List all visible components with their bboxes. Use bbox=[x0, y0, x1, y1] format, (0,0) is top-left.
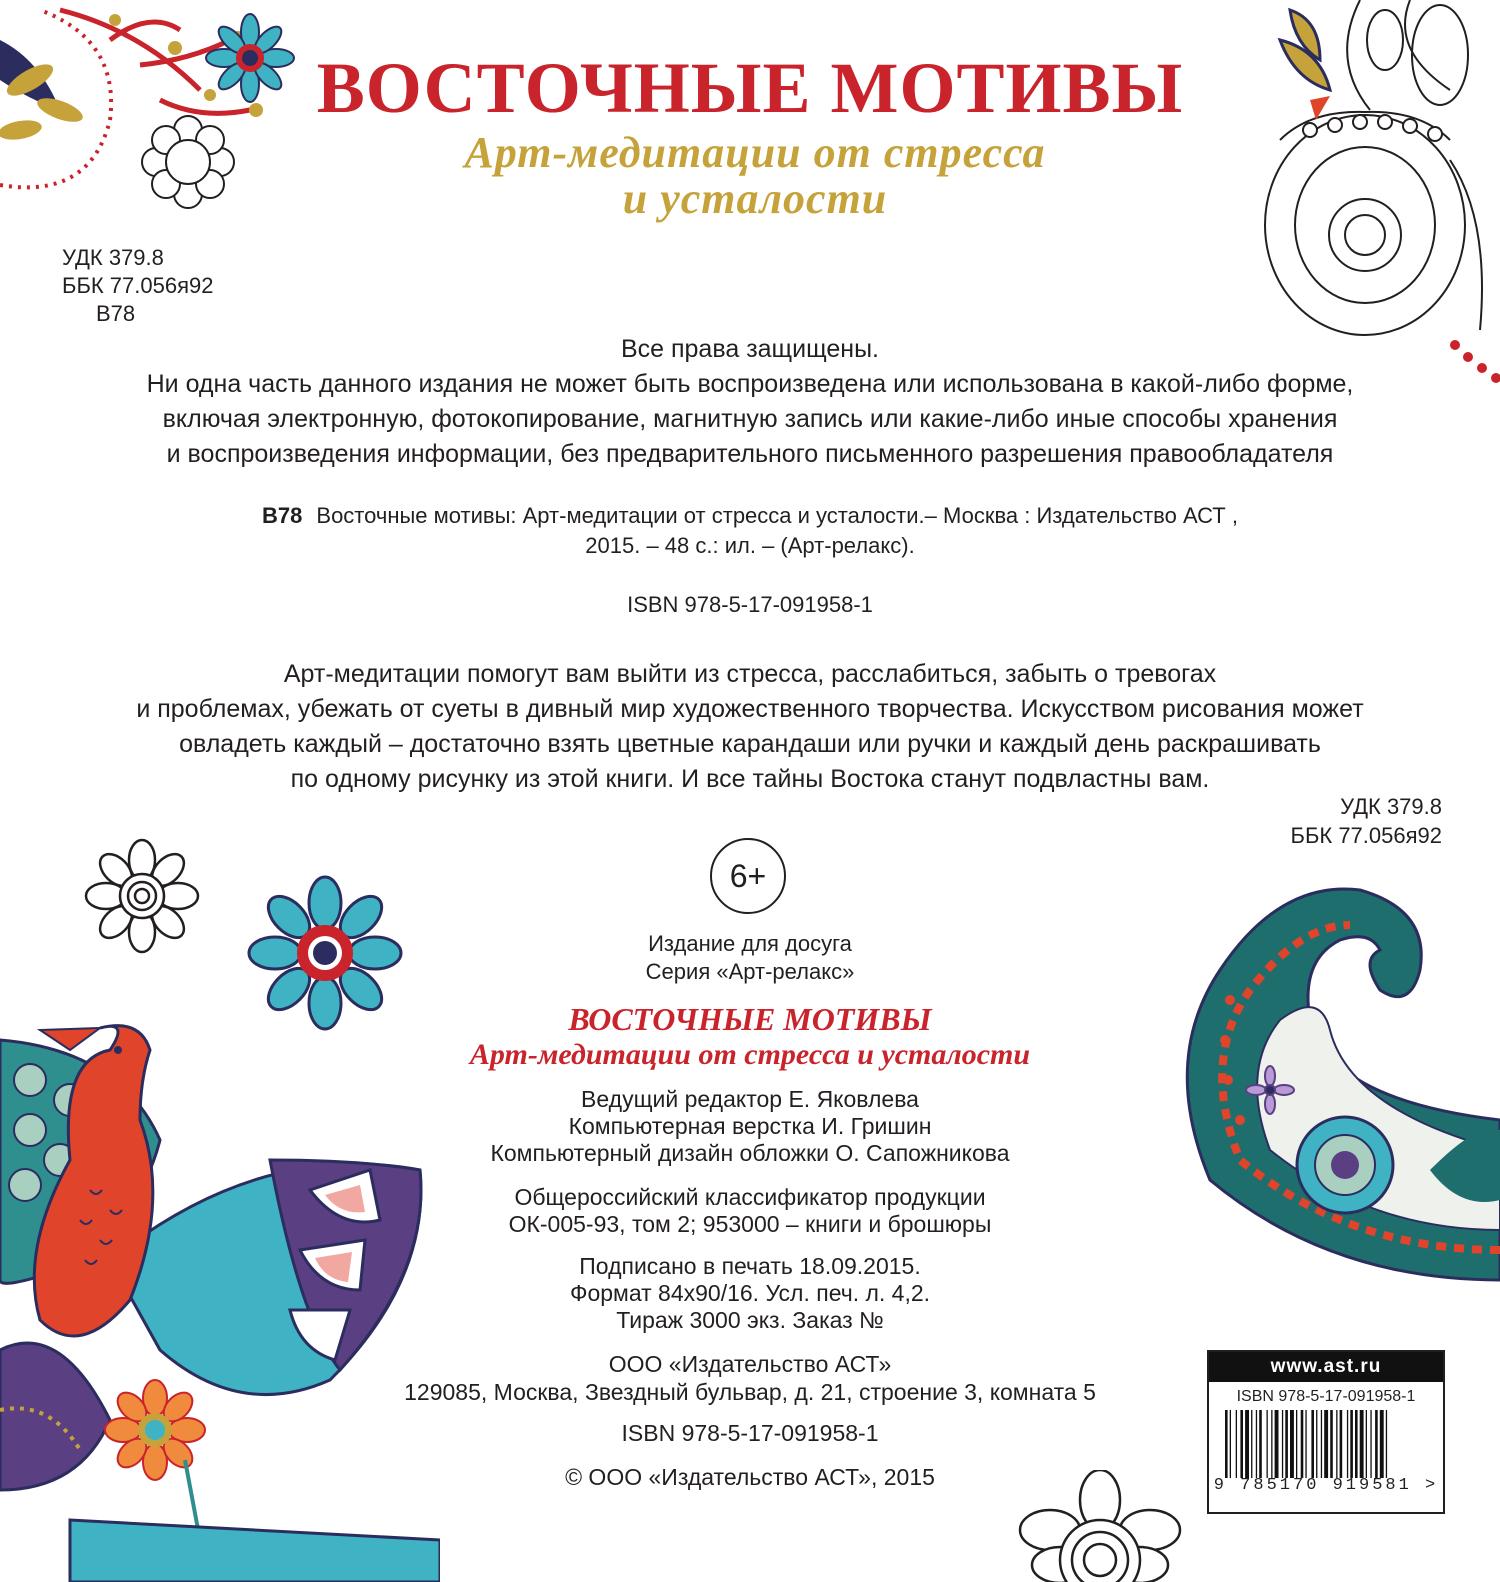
barcode-bar bbox=[1316, 1410, 1317, 1478]
publisher-website: www.ast.ru bbox=[1209, 1352, 1443, 1382]
print-details bbox=[0, 1253, 1500, 1334]
publisher-address: 129085, Москва, Звездный бульвар, д. 21, строение 3, комната 5 bbox=[404, 1379, 1096, 1405]
barcode-bars bbox=[1221, 1410, 1431, 1478]
format-line: Формат 84х90/16. Усл. печ. л. 4,2. bbox=[569, 1280, 931, 1306]
classification-codes bbox=[62, 244, 213, 328]
desc-line-2: и проблемах, убежать от суеты в дивный мир художественного творчества. Искусством рисования может bbox=[136, 695, 1364, 723]
barcode-bar bbox=[1236, 1410, 1237, 1478]
book-subtitle bbox=[0, 130, 1500, 222]
isbn-bottom: ISBN 978-5-17-091958-1 bbox=[621, 1420, 879, 1446]
series-name: Серия «Арт-релакс» bbox=[645, 959, 855, 984]
barcode-bar bbox=[1330, 1410, 1333, 1478]
bibliographic-entry bbox=[0, 501, 1500, 561]
rights-line-4: и воспроизведения информации, без предварительного письменного разрешения правообладателя bbox=[166, 440, 1334, 468]
barcode-bar bbox=[1321, 1410, 1322, 1478]
barcode-bar bbox=[1324, 1410, 1328, 1478]
subtitle-line-1: Арт-медитации от стресса bbox=[464, 128, 1046, 177]
imprint-title-main: ВОСТОЧНЫЕ МОТИВЫ bbox=[568, 1001, 932, 1037]
barcode-bar bbox=[1311, 1410, 1314, 1478]
biblio-line-1: Восточные мотивы: Арт-медитации от стресса и усталости.– Москва : Издательство АСТ , bbox=[316, 503, 1238, 528]
barcode-bar bbox=[1347, 1410, 1348, 1478]
udk-code: УДК 379.8 bbox=[62, 245, 164, 270]
barcode-bar bbox=[1256, 1410, 1257, 1478]
udk-code-right: УДК 379.8 bbox=[1340, 794, 1442, 819]
copyright-notice bbox=[0, 332, 1500, 472]
bbk-code-right: ББК 77.056я92 bbox=[1290, 823, 1442, 848]
publisher-name: ООО «Издательство АСТ» bbox=[608, 1351, 892, 1377]
imprint-title bbox=[0, 1000, 1500, 1072]
barcode-bar bbox=[1305, 1410, 1306, 1478]
barcode-bar bbox=[1360, 1410, 1364, 1478]
book-title: ВОСТОЧНЫЕ МОТИВЫ bbox=[316, 48, 1184, 128]
barcode-digits: 9 785170 919581 > bbox=[1213, 1476, 1439, 1495]
biblio-code: В78 bbox=[262, 503, 303, 528]
barcode-bar bbox=[1275, 1410, 1279, 1478]
barcode-bar bbox=[1245, 1410, 1249, 1478]
barcode-bar bbox=[1355, 1410, 1358, 1478]
barcode-isbn: ISBN 978-5-17-091958-1 bbox=[1236, 1388, 1416, 1405]
barcode-bar bbox=[1370, 1410, 1371, 1478]
barcode-bar bbox=[1380, 1410, 1384, 1478]
okp-line-2: ОК-005-93, том 2; 953000 – книги и брошюры bbox=[508, 1211, 992, 1237]
desc-line-1: Арт-медитации помогут вам выйти из стресса, расслабиться, забыть о тревогах bbox=[283, 660, 1217, 688]
subtitle-line-2: и усталости bbox=[622, 174, 888, 223]
biblio-line-2: 2015. – 48 с.: ил. – (Арт-релакс). bbox=[585, 533, 915, 558]
credit-editor: Ведущий редактор Е. Яковлева bbox=[581, 1086, 919, 1112]
rights-line-2: Ни одна часть данного издания не может быть воспроизведена или использована в какой-либо форме, bbox=[146, 370, 1354, 398]
barcode-bar bbox=[1386, 1410, 1387, 1478]
barcode-bar bbox=[1259, 1410, 1262, 1478]
rights-line-1: Все права защищены. bbox=[620, 335, 880, 363]
okp-line-1: Общероссийский классификатор продукции bbox=[514, 1184, 986, 1210]
barcode-bar bbox=[1296, 1410, 1297, 1478]
barcode-bar bbox=[1350, 1410, 1353, 1478]
barcode-bar bbox=[1340, 1410, 1343, 1478]
barcode-bar bbox=[1251, 1410, 1252, 1478]
barcode-bar bbox=[1271, 1410, 1272, 1478]
edition-purpose: Издание для досуга bbox=[648, 931, 852, 956]
bbk-code: ББК 77.056я92 bbox=[62, 273, 214, 298]
credit-cover: Компьютерный дизайн обложки О. Сапожникова bbox=[490, 1140, 1010, 1166]
desc-line-3: овладеть каждый – достаточно взять цветные карандаши или ручки и каждый день раскрашивать bbox=[179, 730, 1321, 758]
classification-codes-right bbox=[1291, 792, 1442, 850]
signed-date: Подписано в печать 18.09.2015. bbox=[579, 1253, 921, 1279]
desc-line-4: по одному рисунку из этой книги. И все тайны Востока станут подвластны вам. bbox=[290, 765, 1210, 793]
barcode-bar bbox=[1267, 1410, 1268, 1478]
copyright-line: © ООО «Издательство АСТ», 2015 bbox=[565, 1464, 935, 1490]
credit-layout: Компьютерная верстка И. Гришин bbox=[568, 1113, 932, 1139]
barcode-bar bbox=[1366, 1410, 1367, 1478]
product-classifier bbox=[0, 1184, 1500, 1238]
barcode-bar bbox=[1225, 1410, 1228, 1478]
barcode-bar bbox=[1282, 1410, 1283, 1478]
isbn-top: ISBN 978-5-17-091958-1 bbox=[627, 592, 873, 617]
barcode-bar bbox=[1336, 1410, 1337, 1478]
barcode-bar bbox=[1240, 1410, 1243, 1478]
print-run: Тираж 3000 экз. Заказ № bbox=[616, 1307, 884, 1333]
age-rating-badge: 6+ bbox=[710, 838, 786, 914]
barcode-bar bbox=[1375, 1410, 1378, 1478]
author-sign: В78 bbox=[96, 301, 136, 326]
barcode-bar bbox=[1290, 1410, 1294, 1478]
rights-line-3: включая электронную, фотокопирование, магнитную запись или какие-либо иные способы хранения bbox=[162, 405, 1338, 433]
barcode-bar bbox=[1230, 1410, 1231, 1478]
imprint-title-sub: Арт-медитации от стресса и усталости bbox=[469, 1038, 1031, 1071]
book-description bbox=[0, 657, 1500, 797]
barcode-block bbox=[1207, 1350, 1445, 1514]
barcode-bar bbox=[1285, 1410, 1288, 1478]
barcode-bar bbox=[1301, 1410, 1304, 1478]
credits bbox=[0, 1086, 1500, 1167]
imprint-header bbox=[0, 930, 1500, 986]
